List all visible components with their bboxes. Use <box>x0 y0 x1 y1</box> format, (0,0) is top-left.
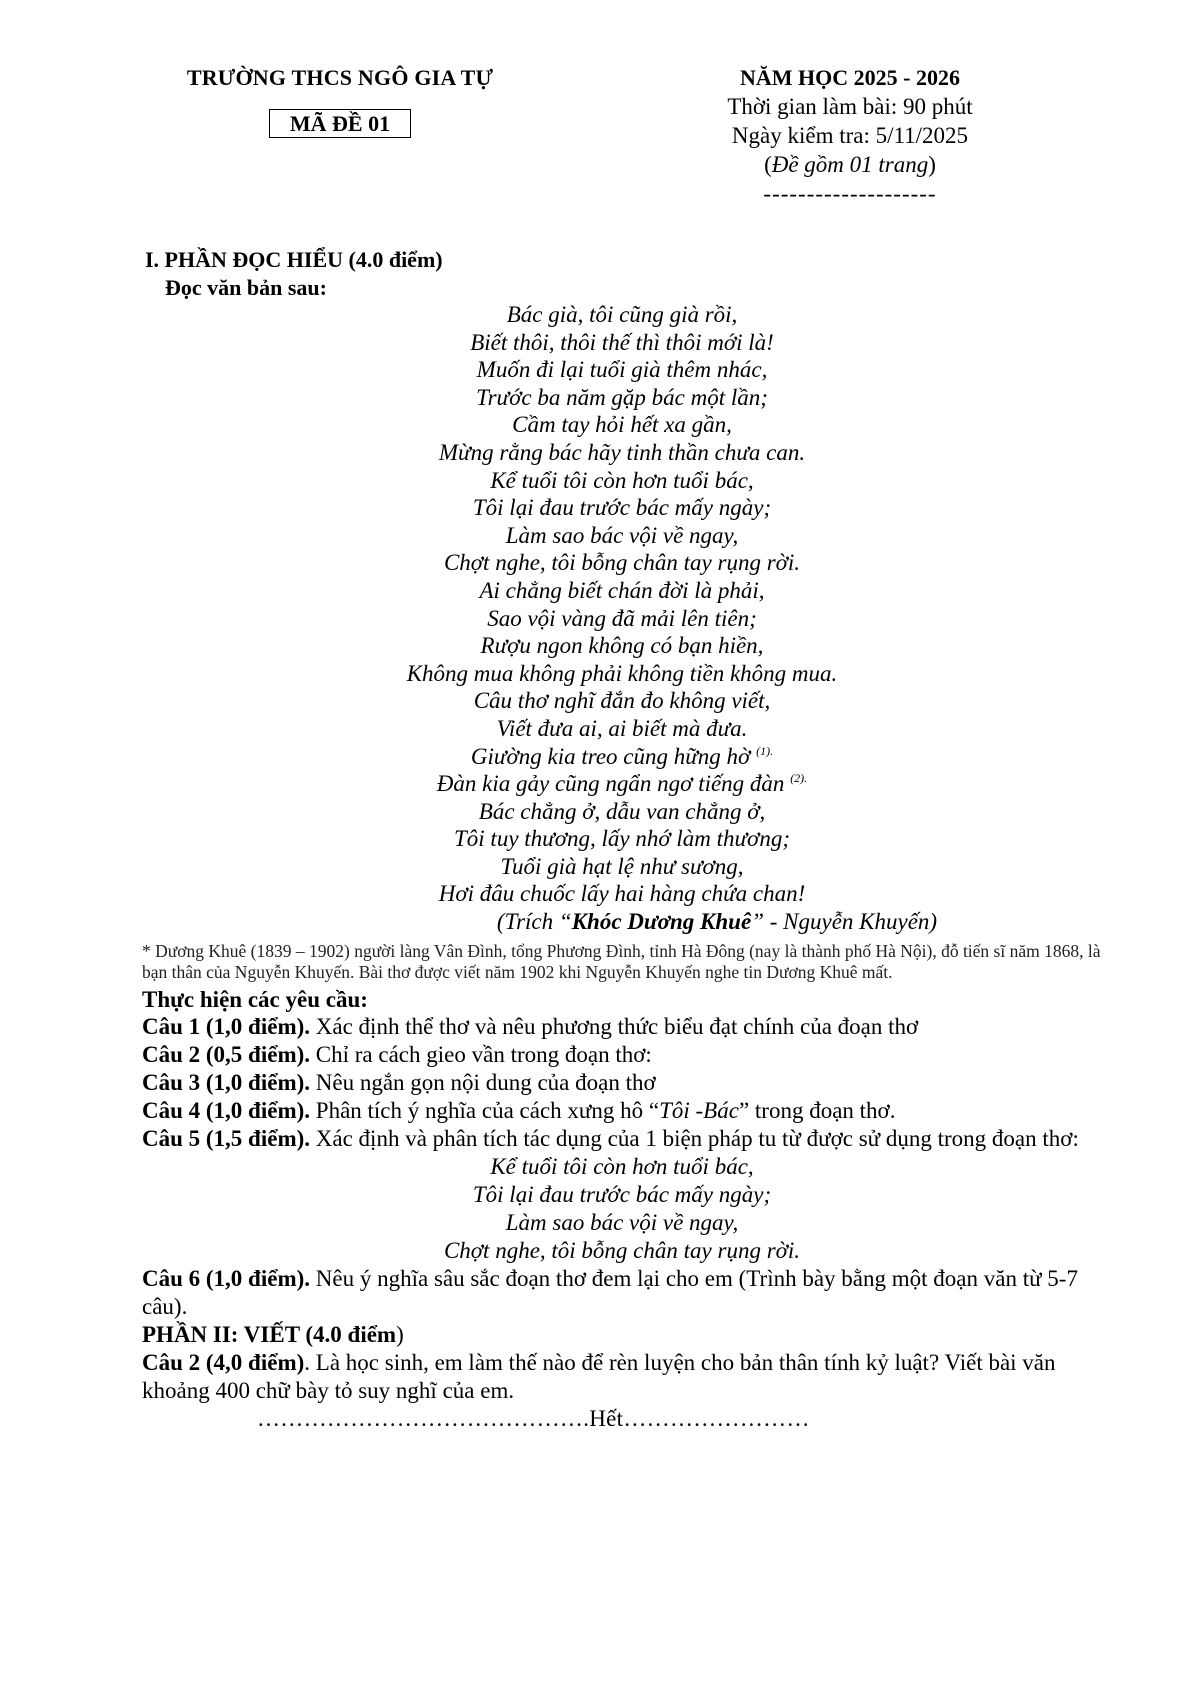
question-label: Câu 6 (1,0 điểm). <box>142 1266 311 1292</box>
question-text: Xác định thể thơ và nêu phương thức biểu đạt chính của đoạn thơ <box>310 1014 919 1040</box>
poem-line: Chợt nghe, tôi bỗng chân tay rụng rời. <box>443 550 801 576</box>
end-line: …………………………………….Hết…………………… <box>257 1406 810 1432</box>
school-name: TRƯỜNG THCS NGÔ GIA TỰ <box>186 65 494 90</box>
read-lead: Đọc văn bản sau: <box>165 274 327 300</box>
poem-line: Biết thôi, thôi thế thì thôi mới là! <box>470 329 774 355</box>
poem-line: Kể tuổi tôi còn hơn tuổi bác, <box>490 1154 754 1180</box>
poem-line: Tôi lại đau trước bác mấy ngày; <box>472 495 772 521</box>
question-label: Câu 2 (4,0 điểm) <box>142 1350 305 1376</box>
poem-line-annotated <box>142 770 1102 798</box>
poem-line: Cầm tay hỏi hết xa gần, <box>512 412 732 438</box>
poem-line-text: Giường kia treo cũng hững hờ <box>470 743 751 769</box>
poem-source <box>432 908 1002 936</box>
footnote: * Dương Khuê (1839 – 1902) người làng Vân Đình, tổng Phương Đình, tỉnh Hà Đông (nay là thành phố Hà Nội), đỗ tiến sĩ năm 1868, là bạn thân của Nguyễn Khuyến. Bài thơ được viết năm 1902 khi Nguyễn Khuyến nghe tin Dương Khuê mất. <box>142 940 1101 982</box>
poem-line: Tuổi già hạt lệ như sương, <box>500 853 744 879</box>
question-text: . Là học sinh, em làm thế nào để rèn luyện cho bản thân tính kỷ luật? Viết bài văn khoảng 400 chữ bày tỏ suy nghĩ của em. <box>142 1350 1056 1404</box>
pages-note <box>660 150 1040 179</box>
question-2 <box>142 1041 1102 1069</box>
source-prefix: (Trích “ <box>496 909 572 935</box>
school-year: NĂM HỌC 2025 - 2026 <box>740 65 960 90</box>
section2-title-close: ) <box>396 1322 404 1348</box>
pages-note-open: ( <box>764 151 772 177</box>
section2-title-text: PHẦN II: VIẾT (4.0 điểm <box>142 1322 397 1348</box>
poem-line: Làm sao bác vội về ngay, <box>505 522 739 548</box>
footnote-marker-2: (2). <box>790 771 808 786</box>
poem-line: Làm sao bác vội về ngay, <box>505 1210 739 1236</box>
exam-date: Ngày kiểm tra: 5/11/2025 <box>731 122 969 148</box>
question-label: Câu 3 (1,0 điểm). <box>142 1070 311 1096</box>
source-suffix: ” - Nguyễn Khuyến) <box>751 909 938 935</box>
question-text: Xác định và phân tích tác dụng của 1 biện pháp tu từ được sử dụng trong đoạn thơ: <box>310 1126 1079 1152</box>
exam-body <box>142 246 1102 1433</box>
pages-note-close: ) <box>928 151 936 177</box>
exam-duration: Thời gian làm bài: 90 phút <box>727 93 973 119</box>
question-label: Câu 4 (1,0 điểm). <box>142 1098 311 1124</box>
question-6 <box>142 1265 1102 1321</box>
exam-code-box: MÃ ĐỀ 01 <box>269 109 411 138</box>
poem-line: Không mua không phải không tiền không mua. <box>406 660 838 686</box>
requirements-title: Thực hiện các yêu cầu: <box>142 986 368 1012</box>
pages-note-text: Đề gồm 01 trang <box>771 151 929 177</box>
question-italic: Tôi -Bác <box>659 1098 739 1124</box>
poem-line: Tôi tuy thương, lấy nhớ làm thương; <box>454 826 790 852</box>
section2-title <box>142 1321 1102 1349</box>
question-5-poem <box>142 1153 1102 1265</box>
question-label: Câu 2 (0,5 điểm). <box>142 1042 311 1068</box>
poem-line-text: Đàn kia gảy cũng ngẩn ngơ tiếng đàn <box>436 771 785 797</box>
poem-line: Ai chẳng biết chán đời là phải, <box>479 577 765 603</box>
question-1 <box>142 1013 1102 1041</box>
poem-line: Trước ba năm gặp bác một lần; <box>476 384 768 410</box>
question-text: Chỉ ra cách gieo vần trong đoạn thơ: <box>310 1042 652 1068</box>
question-text: Phân tích ý nghĩa của cách xưng hô “ <box>310 1098 660 1124</box>
poem-line: Bác già, tôi cũng già rồi, <box>506 302 738 327</box>
poem-line: Muốn đi lại tuổi già thêm nhác, <box>476 357 768 383</box>
poem-line: Tôi lại đau trước bác mấy ngày; <box>472 1182 772 1208</box>
section1-title: I. PHẦN ĐỌC HIỂU (4.0 điểm) <box>145 247 443 272</box>
question-label: Câu 1 (1,0 điểm). <box>142 1014 311 1040</box>
footnote-marker-1: (1). <box>756 743 774 758</box>
poem-line: Mừng rằng bác hãy tinh thần chưa can. <box>438 439 806 465</box>
header-left <box>130 64 550 138</box>
poem <box>142 301 1102 908</box>
source-title: Khóc Dương Khuê <box>571 909 752 935</box>
question-text: Nêu ý nghĩa sâu sắc đoạn thơ đem lại cho em (Trình bày bằng một đoạn văn từ 5-7 câu). <box>142 1266 1078 1320</box>
poem-line: Sao vội vàng đã mải lên tiên; <box>487 605 757 631</box>
header-divider: -------------------- <box>763 180 937 206</box>
question-label: Câu 5 (1,5 điểm). <box>142 1126 311 1152</box>
poem-line: Rượu ngon không có bạn hiền, <box>480 633 764 659</box>
poem-line: Viết đưa ai, ai biết mà đưa. <box>496 715 748 741</box>
header-right <box>660 64 1040 208</box>
poem-line: Câu thơ nghĩ đắn đo không viết, <box>473 688 771 714</box>
poem-line: Chợt nghe, tôi bỗng chân tay rụng rời. <box>443 1238 801 1264</box>
question-5 <box>142 1125 1102 1153</box>
question-text: Nêu ngắn gọn nội dung của đoạn thơ <box>310 1070 656 1096</box>
question-text-end: ” trong đoạn thơ. <box>738 1098 896 1124</box>
poem-line: Hơi đâu chuốc lấy hai hàng chứa chan! <box>438 881 806 907</box>
poem-line: Kể tuổi tôi còn hơn tuổi bác, <box>490 467 754 493</box>
poem-line-annotated <box>142 743 1102 771</box>
question-4 <box>142 1097 1102 1125</box>
question-3 <box>142 1069 1102 1097</box>
writing-question <box>142 1349 1102 1405</box>
poem-line: Bác chẳng ở, dẫu van chẳng ở, <box>478 798 766 824</box>
